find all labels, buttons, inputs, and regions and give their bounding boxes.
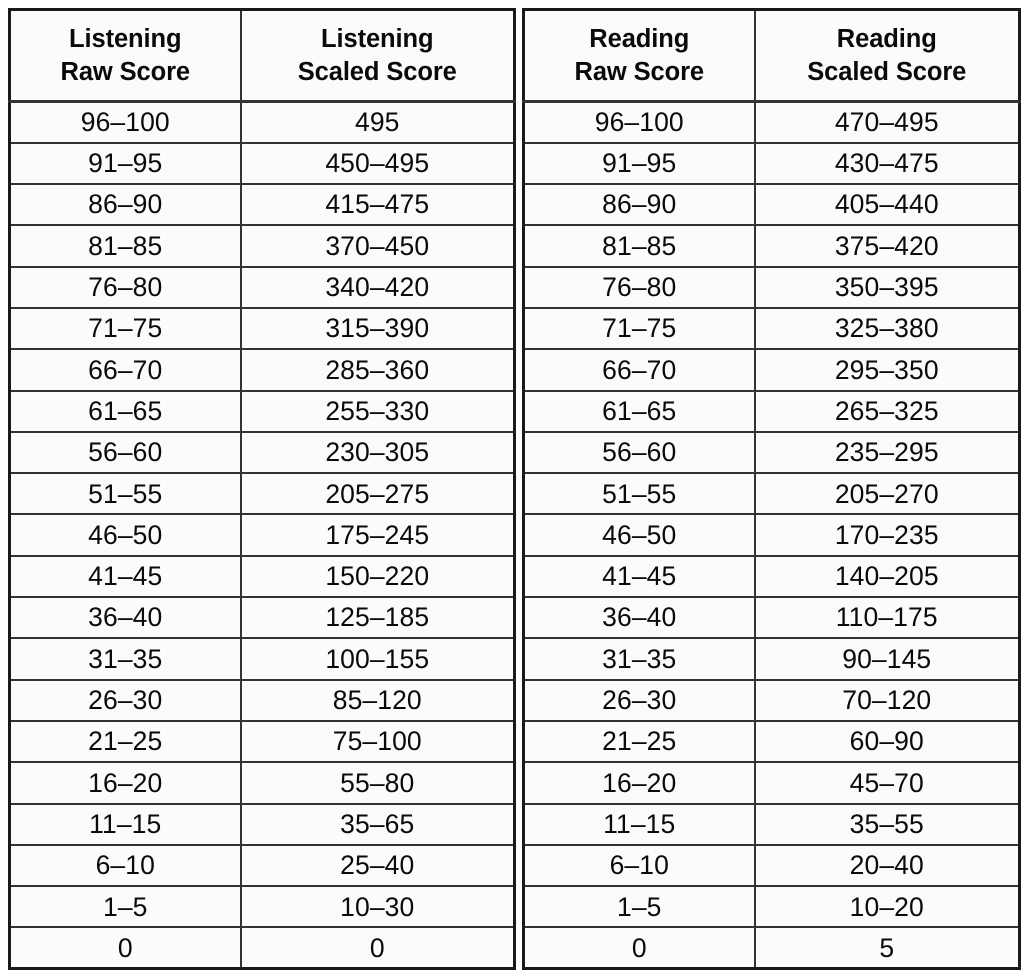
table-row [524,514,1020,555]
table-row [10,597,515,638]
cell-raw-score: 36–40 [524,597,755,638]
cell-scaled-score: 205–270 [755,473,1020,514]
cell-scaled-score: 255–330 [241,391,515,432]
cell-raw-score: 26–30 [10,680,241,721]
table-row [524,308,1020,349]
table-row [10,391,515,432]
cell-raw-score: 11–15 [524,804,755,845]
cell-scaled-score: 10–20 [755,886,1020,927]
table-row [10,762,515,803]
cell-raw-score: 61–65 [10,391,241,432]
table-separator-gap [513,8,522,965]
header-row [524,10,1020,102]
column-header-listening-raw-score [10,10,241,102]
table-row [10,721,515,762]
cell-scaled-score: 55–80 [241,762,515,803]
reading-table-body [524,102,1020,969]
table-row [524,556,1020,597]
table-row [10,927,515,968]
column-header-listening-scaled-score [241,10,515,102]
cell-raw-score: 76–80 [10,267,241,308]
cell-scaled-score: 340–420 [241,267,515,308]
table-row [524,680,1020,721]
table-row [524,845,1020,886]
cell-scaled-score: 495 [241,102,515,143]
cell-scaled-score: 100–155 [241,638,515,679]
cell-raw-score: 31–35 [524,638,755,679]
cell-raw-score: 46–50 [524,514,755,555]
cell-scaled-score: 10–30 [241,886,515,927]
cell-scaled-score: 230–305 [241,432,515,473]
table-row [10,886,515,927]
table-row [10,638,515,679]
cell-raw-score: 41–45 [524,556,755,597]
cell-scaled-score: 90–145 [755,638,1020,679]
cell-scaled-score: 295–350 [755,349,1020,390]
cell-scaled-score: 175–245 [241,514,515,555]
table-row [524,597,1020,638]
header-line-2: Raw Score [60,57,190,86]
table-row [10,349,515,390]
table-row [524,804,1020,845]
cell-scaled-score: 5 [755,927,1020,968]
header-line-1: Listening [321,25,434,54]
cell-scaled-score: 375–420 [755,225,1020,266]
reading-score-table-wrapper [522,8,1018,965]
cell-scaled-score: 70–120 [755,680,1020,721]
reading-score-table [522,8,1021,970]
cell-raw-score: 76–80 [524,267,755,308]
cell-scaled-score: 415–475 [241,184,515,225]
table-row [524,102,1020,143]
cell-scaled-score: 0 [241,927,515,968]
cell-scaled-score: 430–475 [755,143,1020,184]
cell-raw-score: 6–10 [10,845,241,886]
cell-raw-score: 1–5 [10,886,241,927]
cell-scaled-score: 285–360 [241,349,515,390]
cell-raw-score: 96–100 [524,102,755,143]
cell-raw-score: 96–100 [10,102,241,143]
listening-table-header [10,10,515,102]
cell-raw-score: 31–35 [10,638,241,679]
table-row [524,762,1020,803]
table-row [10,804,515,845]
cell-raw-score: 6–10 [524,845,755,886]
cell-raw-score: 0 [10,927,241,968]
cell-raw-score: 81–85 [524,225,755,266]
cell-scaled-score: 265–325 [755,391,1020,432]
cell-scaled-score: 85–120 [241,680,515,721]
header-line-2: Scaled Score [297,57,457,86]
cell-scaled-score: 35–65 [241,804,515,845]
table-row [10,184,515,225]
header-row [10,10,515,102]
cell-raw-score: 61–65 [524,391,755,432]
table-row [10,680,515,721]
cell-raw-score: 26–30 [524,680,755,721]
cell-scaled-score: 350–395 [755,267,1020,308]
header-line-1: Reading [836,25,937,54]
cell-scaled-score: 470–495 [755,102,1020,143]
table-row [10,308,515,349]
cell-raw-score: 21–25 [524,721,755,762]
cell-scaled-score: 45–70 [755,762,1020,803]
table-row [10,143,515,184]
table-row [524,349,1020,390]
cell-raw-score: 36–40 [10,597,241,638]
cell-scaled-score: 110–175 [755,597,1020,638]
cell-scaled-score: 25–40 [241,845,515,886]
table-row [524,927,1020,968]
cell-raw-score: 51–55 [10,473,241,514]
table-row [10,225,515,266]
header-line-1: Reading [589,25,690,54]
table-row [10,102,515,143]
table-row [524,267,1020,308]
cell-scaled-score: 405–440 [755,184,1020,225]
cell-raw-score: 1–5 [524,886,755,927]
cell-raw-score: 86–90 [10,184,241,225]
listening-score-table [8,8,516,970]
cell-raw-score: 71–75 [524,308,755,349]
table-row [10,432,515,473]
cell-scaled-score: 60–90 [755,721,1020,762]
header-line-2: Scaled Score [807,57,967,86]
cell-raw-score: 21–25 [10,721,241,762]
table-row [524,391,1020,432]
table-row [10,473,515,514]
listening-table-body [10,102,515,969]
cell-raw-score: 46–50 [10,514,241,555]
cell-raw-score: 11–15 [10,804,241,845]
cell-raw-score: 16–20 [524,762,755,803]
table-row [524,143,1020,184]
table-row [524,721,1020,762]
cell-scaled-score: 315–390 [241,308,515,349]
cell-raw-score: 0 [524,927,755,968]
cell-raw-score: 56–60 [10,432,241,473]
cell-raw-score: 91–95 [10,143,241,184]
cell-raw-score: 66–70 [524,349,755,390]
cell-scaled-score: 170–235 [755,514,1020,555]
cell-raw-score: 91–95 [524,143,755,184]
cell-scaled-score: 35–55 [755,804,1020,845]
table-row [524,225,1020,266]
cell-raw-score: 56–60 [524,432,755,473]
table-row [524,432,1020,473]
cell-scaled-score: 325–380 [755,308,1020,349]
header-line-2: Raw Score [574,57,704,86]
cell-scaled-score: 205–275 [241,473,515,514]
cell-raw-score: 16–20 [10,762,241,803]
cell-scaled-score: 150–220 [241,556,515,597]
table-row [10,556,515,597]
table-row [10,267,515,308]
cell-scaled-score: 140–205 [755,556,1020,597]
cell-scaled-score: 20–40 [755,845,1020,886]
column-header-reading-raw-score [524,10,755,102]
header-line-1: Listening [69,25,182,54]
cell-raw-score: 81–85 [10,225,241,266]
cell-raw-score: 66–70 [10,349,241,390]
cell-scaled-score: 75–100 [241,721,515,762]
table-row [524,886,1020,927]
column-header-reading-scaled-score [755,10,1020,102]
cell-raw-score: 71–75 [10,308,241,349]
table-row [524,638,1020,679]
reading-table-header [524,10,1020,102]
table-row [10,845,515,886]
table-row [524,184,1020,225]
cell-scaled-score: 450–495 [241,143,515,184]
table-row [10,514,515,555]
table-row [524,473,1020,514]
cell-scaled-score: 125–185 [241,597,515,638]
cell-raw-score: 86–90 [524,184,755,225]
cell-raw-score: 51–55 [524,473,755,514]
cell-scaled-score: 235–295 [755,432,1020,473]
cell-raw-score: 41–45 [10,556,241,597]
cell-scaled-score: 370–450 [241,225,515,266]
listening-score-table-wrapper [8,8,513,965]
